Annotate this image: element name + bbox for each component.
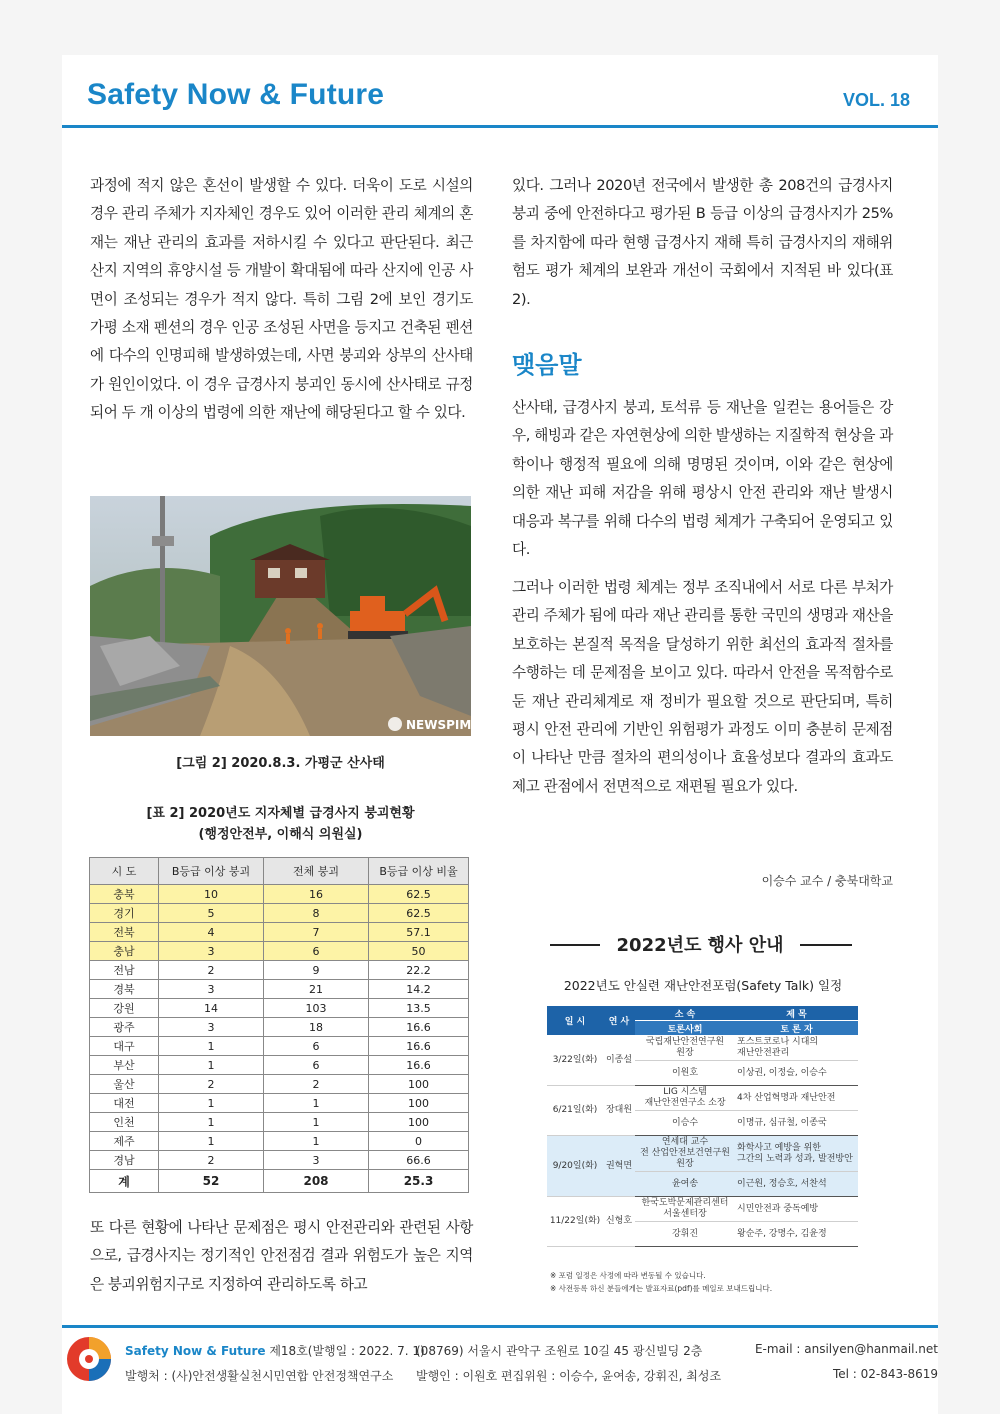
table-cell: 50: [369, 942, 469, 961]
col-header: B등급 이상 붕괴: [159, 858, 264, 885]
table-cell: 울산: [90, 1075, 159, 1094]
table-cell: 6: [264, 1037, 369, 1056]
table-cell: 16.6: [369, 1037, 469, 1056]
footer-rule: [62, 1325, 938, 1328]
table-cell: 1: [264, 1113, 369, 1132]
table-cell: 대구: [90, 1037, 159, 1056]
table-cell: 3: [159, 980, 264, 999]
table-cell: 66.6: [369, 1151, 469, 1170]
table-cell: 7: [264, 923, 369, 942]
table-row: [90, 923, 469, 942]
table-cell: 장대원: [603, 1086, 635, 1136]
table-cell: 1: [264, 1094, 369, 1113]
table-cell: 0: [369, 1132, 469, 1151]
table-cell: 9/20일(화): [547, 1136, 603, 1197]
table-total-row: [90, 1170, 469, 1193]
table-cell: 인천: [90, 1113, 159, 1132]
table-cell: 6/21일(화): [547, 1086, 603, 1136]
landslide-photo: [90, 496, 471, 736]
table-cell: 경북: [90, 980, 159, 999]
table-row: [90, 999, 469, 1018]
table-cell: 1: [159, 1094, 264, 1113]
table-cell: 4: [159, 923, 264, 942]
schedule-row: [547, 1086, 858, 1111]
table-cell: 57.1: [369, 923, 469, 942]
footer-address: (08769) 서울시 관악구 조원로 10길 45 광신빌딩 2층: [416, 1344, 703, 1358]
table-cell: 8: [264, 904, 369, 923]
table-cell: 화학사고 예방을 위한 그간의 노력과 성과, 발전방안: [735, 1136, 858, 1172]
table-cell: 1: [159, 1113, 264, 1132]
table-cell: 권혁면: [603, 1136, 635, 1197]
table-cell: 100: [369, 1113, 469, 1132]
table-cell: 국립재난안전연구원 원장: [635, 1036, 735, 1061]
table-cell: 13.5: [369, 999, 469, 1018]
header-rule: [62, 125, 938, 128]
table-cell: 충남: [90, 942, 159, 961]
table-cell: 3/22일(화): [547, 1036, 603, 1086]
sched-header-moderator: 토론사회: [635, 1021, 735, 1036]
table-cell: 18: [264, 1018, 369, 1037]
table-cell: 이근원, 정승호, 서찬석: [735, 1172, 858, 1197]
collapse-stats-table: [89, 857, 469, 1193]
newsletter-title: Safety Now & Future: [87, 78, 385, 111]
forum-schedule-table: [547, 1006, 858, 1247]
table-cell: 1: [159, 1132, 264, 1151]
footer-issue-text: 제18호(발행일 : 2022. 7. 1): [265, 1344, 425, 1358]
table-cell: 6: [264, 942, 369, 961]
table-cell: 전북: [90, 923, 159, 942]
table-cell: 21: [264, 980, 369, 999]
table-cell: 14.2: [369, 980, 469, 999]
right-paragraph-3: 그러나 이러한 법령 체계는 정부 조직내에서 서로 다른 부처가 관리 주체가 됨에 따라 재난 관리를 통한 국민의 생명과 재산을 보호하는 본질적 목적을 달성하기 위한 최선의 효과적 절차를 수행하는 데 문제점을 보이고 있다. 따라서 안전을 목적함수로 둔 재난 관리체계로 재 정비가 필요할 것으로 판단되며, 특히 평시 안전 관리에 기반인 위험평가 과정도 이미 충분히 문제점이 나타난 만큼 절차의 편의성이나 효율성보다 결과의 효과도 제고 관점에서 전면적으로 재편될 필요가 있다.: [512, 579, 893, 795]
table-cell: 9: [264, 961, 369, 980]
event-title-rule-right: [800, 944, 852, 946]
col-header: B등급 이상 비율: [369, 858, 469, 885]
table-cell: 22.2: [369, 961, 469, 980]
table-cell: 광주: [90, 1018, 159, 1037]
table-cell: 1: [264, 1132, 369, 1151]
table-cell: 16.6: [369, 1056, 469, 1075]
sched-header-panel: 토 론 자: [735, 1021, 858, 1036]
table-row: [90, 942, 469, 961]
table-cell: 16: [264, 885, 369, 904]
table-cell: 1: [159, 1037, 264, 1056]
col-header: 시 도: [90, 858, 159, 885]
figure-caption: [그림 2] 2020.8.3. 가평군 산사태: [176, 756, 385, 771]
table-cell: 대전: [90, 1094, 159, 1113]
table-cell: 14: [159, 999, 264, 1018]
footer-tel: Tel : 02-843-8619: [832, 1367, 938, 1381]
table-row: [90, 904, 469, 923]
table-row: [90, 1113, 469, 1132]
table-cell: 2: [264, 1075, 369, 1094]
closing-heading: 맺음말: [512, 351, 582, 379]
table-row: [90, 1037, 469, 1056]
table-source: (행정안전부, 이해식 의원실): [198, 827, 363, 842]
col-header: 전체 붕괴: [264, 858, 369, 885]
volume-label: VOL. 18: [843, 90, 911, 110]
right-paragraph-2: 산사태, 급경사지 붕괴, 토석류 등 재난을 일컫는 용어들은 강우, 해빙과 같은 자연현상에 의한 발생하는 지질학적 현상을 과학이나 행정적 필요에 의해 명명된 것이며, 이와 같은 현상에 의한 재난 피해 저감을 위해 평상시 안전 관리와 재난 발생시 대응과 복구를 위해 다수의 법령 체계가 구축되어 운영되고 있다.: [512, 399, 893, 559]
table-row: [90, 1056, 469, 1075]
schedule-note-1: ※ 포럼 일정은 사정에 따라 변동될 수 있습니다.: [550, 1271, 706, 1280]
table-cell: 이종설: [603, 1036, 635, 1086]
table-cell: 부산: [90, 1056, 159, 1075]
table-cell: 3: [264, 1151, 369, 1170]
table-row: [90, 885, 469, 904]
table-cell: 100: [369, 1075, 469, 1094]
table-cell: 이승수: [635, 1111, 735, 1136]
table-cell: 한국도박문제관리센터 서울센터장: [635, 1197, 735, 1222]
footer-issue: [125, 1342, 425, 1359]
right-paragraph-1: 있다. 그러나 2020년 전국에서 발생한 총 208건의 급경사지 붕괴 중에 안전하다고 평가된 B 등급 이상의 급경사지가 25% 를 차지함에 따라 현행 급경사지 재해 특히 급경사지의 재해위험도 평가 체계의 보완과 개선이 국회에서 지적된 바 있다(표 2).: [512, 177, 893, 308]
schedule-row: [547, 1136, 858, 1172]
table-cell: 시민안전과 중독예방: [735, 1197, 858, 1222]
table-caption: [표 2] 2020년도 지자체별 급경사지 붕괴현황: [146, 806, 415, 821]
table-cell: 6: [264, 1056, 369, 1075]
event-title: 2022년도 행사 안내: [616, 935, 784, 956]
table-cell: 윤여송: [635, 1172, 735, 1197]
table-cell: 3: [159, 1018, 264, 1037]
table-cell: 연세대 교수 전 산업안전보건연구원 원장: [635, 1136, 735, 1172]
schedule-row: [547, 1036, 858, 1061]
footer-publisher: 발행처 : (사)안전생활실천시민연합 안전정책연구소: [125, 1369, 394, 1383]
table-cell: 계: [90, 1170, 159, 1193]
table-cell: 이명규, 심규철, 이종국: [735, 1111, 858, 1136]
table-cell: 62.5: [369, 885, 469, 904]
event-title-rule-left: [550, 944, 600, 946]
table-cell: 강휘진: [635, 1222, 735, 1247]
table-cell: 11/22일(화): [547, 1197, 603, 1247]
table-cell: 2: [159, 1075, 264, 1094]
table-cell: 5: [159, 904, 264, 923]
photo-watermark: NEWSPIM: [406, 718, 471, 732]
table-row: [90, 961, 469, 980]
table-cell: 2: [159, 1151, 264, 1170]
table-cell: 포스트코로나 시대의 재난안전관리: [735, 1036, 858, 1061]
table-cell: 신형호: [603, 1197, 635, 1247]
table-cell: 4차 산업혁명과 재난안전: [735, 1086, 858, 1111]
table-cell: 경기: [90, 904, 159, 923]
table-cell: 전남: [90, 961, 159, 980]
table-cell: 충북: [90, 885, 159, 904]
table-cell: 100: [369, 1094, 469, 1113]
table-cell: LIG 시스템 재난안전연구소 소장: [635, 1086, 735, 1111]
schedule-row: [547, 1197, 858, 1222]
table-row: [90, 1075, 469, 1094]
table-row: [90, 1151, 469, 1170]
table-row: [90, 1132, 469, 1151]
table-cell: 제주: [90, 1132, 159, 1151]
table-cell: 16.6: [369, 1018, 469, 1037]
table-cell: 62.5: [369, 904, 469, 923]
table-cell: 이원호: [635, 1061, 735, 1086]
sched-header-speaker: 연 사: [603, 1006, 635, 1036]
table-row: [90, 980, 469, 999]
footer-email[interactable]: E-mail : ansilyen@hanmail.net: [754, 1342, 938, 1356]
table-row: [90, 1094, 469, 1113]
table-cell: 10: [159, 885, 264, 904]
table-cell: 3: [159, 942, 264, 961]
sched-header-topic: 제 목: [735, 1006, 858, 1021]
left-paragraph: 과정에 적지 않은 혼선이 발생할 수 있다. 더욱이 도로 시설의 경우 관리 주체가 지자체인 경우도 있어 이러한 관리 체계의 혼재는 재난 관리의 효과를 저하시킬 수 있다고 판단된다. 최근 산지 지역의 휴양시설 등 개발이 확대됨에 따라 산지에 인공 사면이 조성되는 경우가 적지 않다. 특히 그림 2에 보인 경기도 가평 소재 펜션의 경우 인공 조성된 사면을 등지고 건축된 펜션에 다수의 인명피해 발생하였는데, 사면 붕괴와 상부의 산사태가 원인이었다. 이 경우 급경사지 붕괴인 동시에 산사태로 규정되어 두 개 이상의 법령에 의한 재난에 해당된다고 할 수 있다.: [90, 177, 473, 422]
left-bottom-paragraph: 또 다른 현황에 나타난 문제점은 평시 안전관리와 관련된 사항으로, 급경사지는 정기적인 안전점검 결과 위험도가 높은 지역은 붕괴위험지구로 지정하여 관리하도록 하고: [90, 1219, 473, 1293]
schedule-note-2: ※ 사전등록 하신 분들에게는 발표자료(pdf)를 메일로 보내드립니다.: [550, 1284, 773, 1293]
author-credit: 이승수 교수 / 충북대학교: [761, 874, 893, 888]
footer-editors: 발행인 : 이원호 편집위원 : 이승수, 윤여송, 강휘진, 최성조: [416, 1369, 722, 1383]
table-cell: 이상권, 이정슬, 이승수: [735, 1061, 858, 1086]
table-cell: 208: [264, 1170, 369, 1193]
table-header-row: [90, 858, 469, 885]
sched-header-org: 소 속: [635, 1006, 735, 1021]
table-cell: 경남: [90, 1151, 159, 1170]
organization-logo: [64, 1334, 114, 1384]
table-cell: 2: [159, 961, 264, 980]
event-subtitle: 2022년도 안실련 재난안전포럼(Safety Talk) 일정: [563, 978, 843, 993]
table-cell: 강원: [90, 999, 159, 1018]
table-cell: 1: [159, 1056, 264, 1075]
footer-brand: Safety Now & Future: [125, 1344, 266, 1358]
table-cell: 52: [159, 1170, 264, 1193]
table-cell: 25.3: [369, 1170, 469, 1193]
sched-header-date: 일 시: [547, 1006, 603, 1036]
table-cell: 103: [264, 999, 369, 1018]
table-cell: 왕순주, 강명수, 김윤정: [735, 1222, 858, 1247]
table-row: [90, 1018, 469, 1037]
